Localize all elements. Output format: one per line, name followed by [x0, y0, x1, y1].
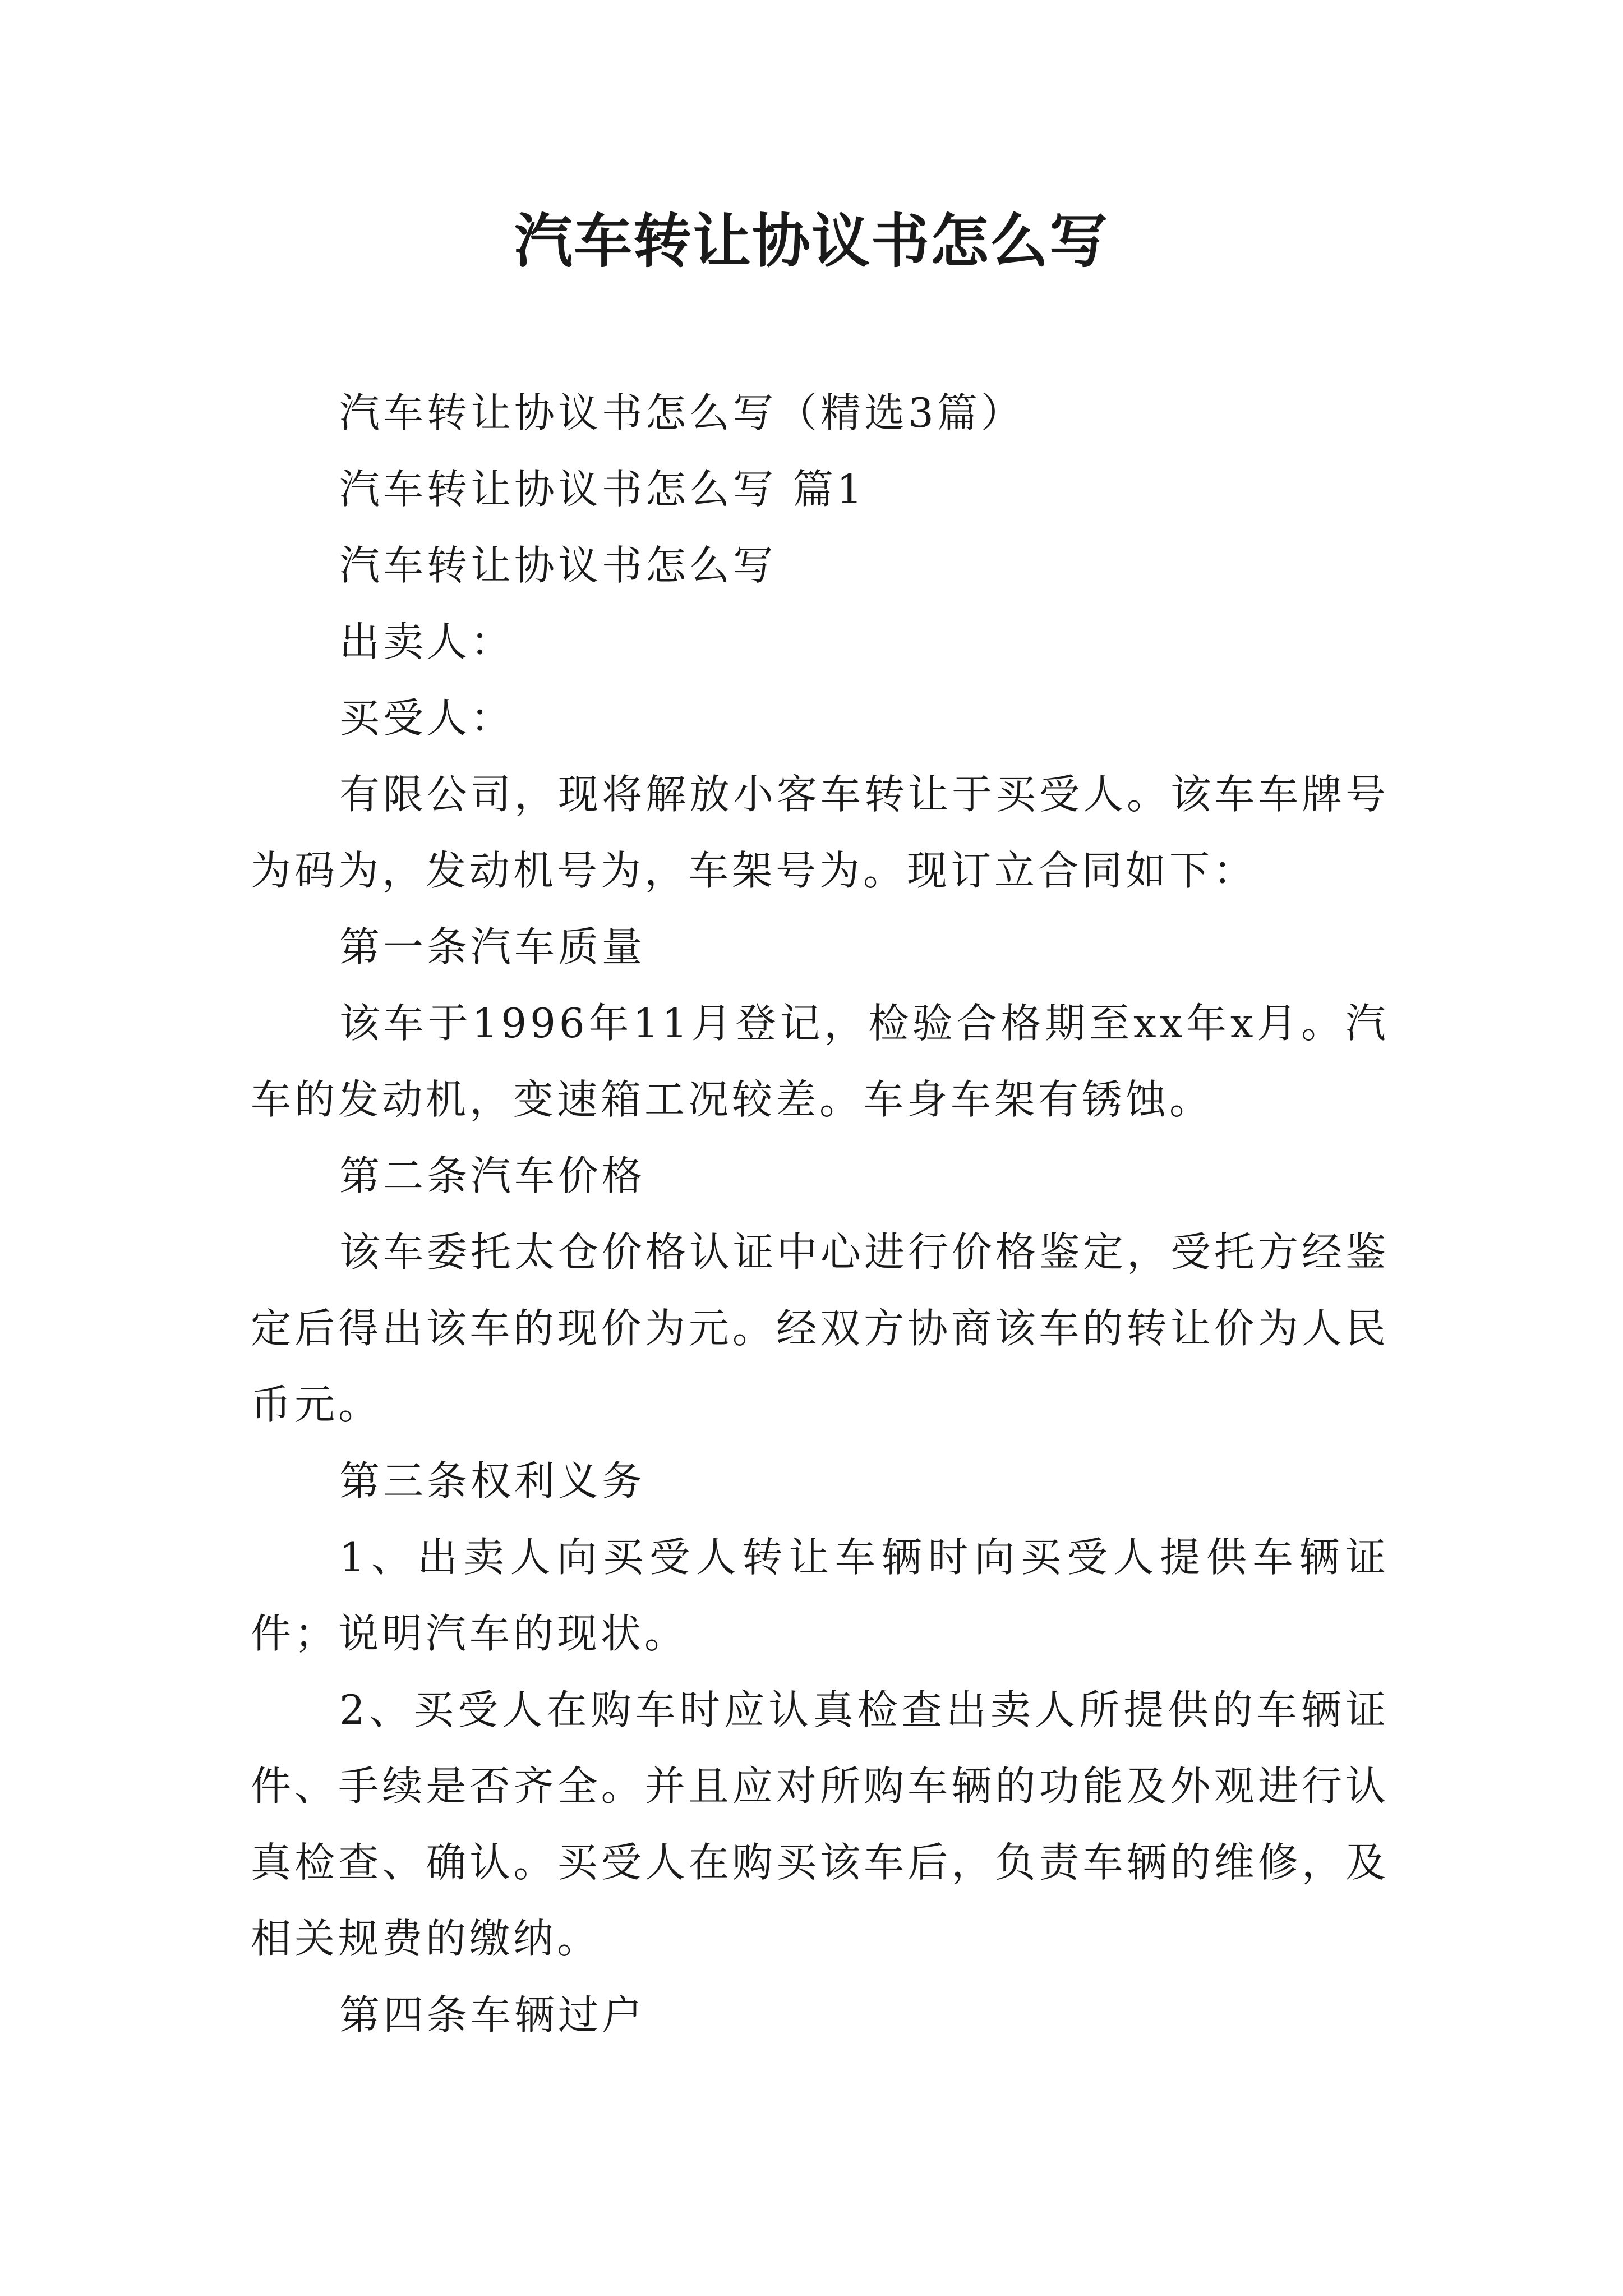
paragraph-article-1-heading: 第一条汽车质量	[339, 923, 646, 970]
paragraph-section-heading: 汽车转让协议书怎么写 篇1	[339, 466, 866, 513]
paragraph-subtitle: 汽车转让协议书怎么写（精选3篇）	[339, 389, 1025, 436]
paragraph-article-3-heading: 第三条权利义务	[339, 1457, 646, 1504]
paragraph-buyer: 买受人：	[339, 694, 515, 742]
paragraph-article-2-heading: 第二条汽车价格	[339, 1152, 646, 1199]
document-body	[251, 375, 1389, 2053]
paragraph-seller: 出卖人：	[339, 618, 515, 665]
paragraph-agreement-title: 汽车转让协议书怎么写	[339, 542, 777, 589]
paragraph-article-4-heading: 第四条车辆过户	[339, 1991, 646, 2039]
paragraph-intro: 有限公司，现将解放小客车转让于买受人。该车车牌号为码为，发动机号为，车架号为。现订立合同如下：	[251, 771, 1390, 894]
paragraph-article-3-item-1: 1、出卖人向买受人转让车辆时向买受人提供车辆证件；说明汽车的现状。	[251, 1534, 1389, 1657]
paragraph-article-1-body: 该车于1996年11月登记，检验合格期至xx年x月。汽车的发动机，变速箱工况较差。车身车架有锈蚀。	[251, 1000, 1389, 1123]
paragraph-article-2-body: 该车委托太仓价格认证中心进行价格鉴定，受托方经鉴定后得出该车的现价为元。经双方协商该车的转让价为人民币元。	[251, 1228, 1390, 1428]
document-title: 汽车转让协议书怎么写	[514, 206, 1109, 275]
paragraph-article-3-item-2: 2、买受人在购车时应认真检查出卖人所提供的车辆证件、手续是否齐全。并且应对所购车辆的功能及外观进行认真检查、确认。买受人在购买该车后，负责车辆的维修，及相关规费的缴纳。	[251, 1686, 1389, 1962]
